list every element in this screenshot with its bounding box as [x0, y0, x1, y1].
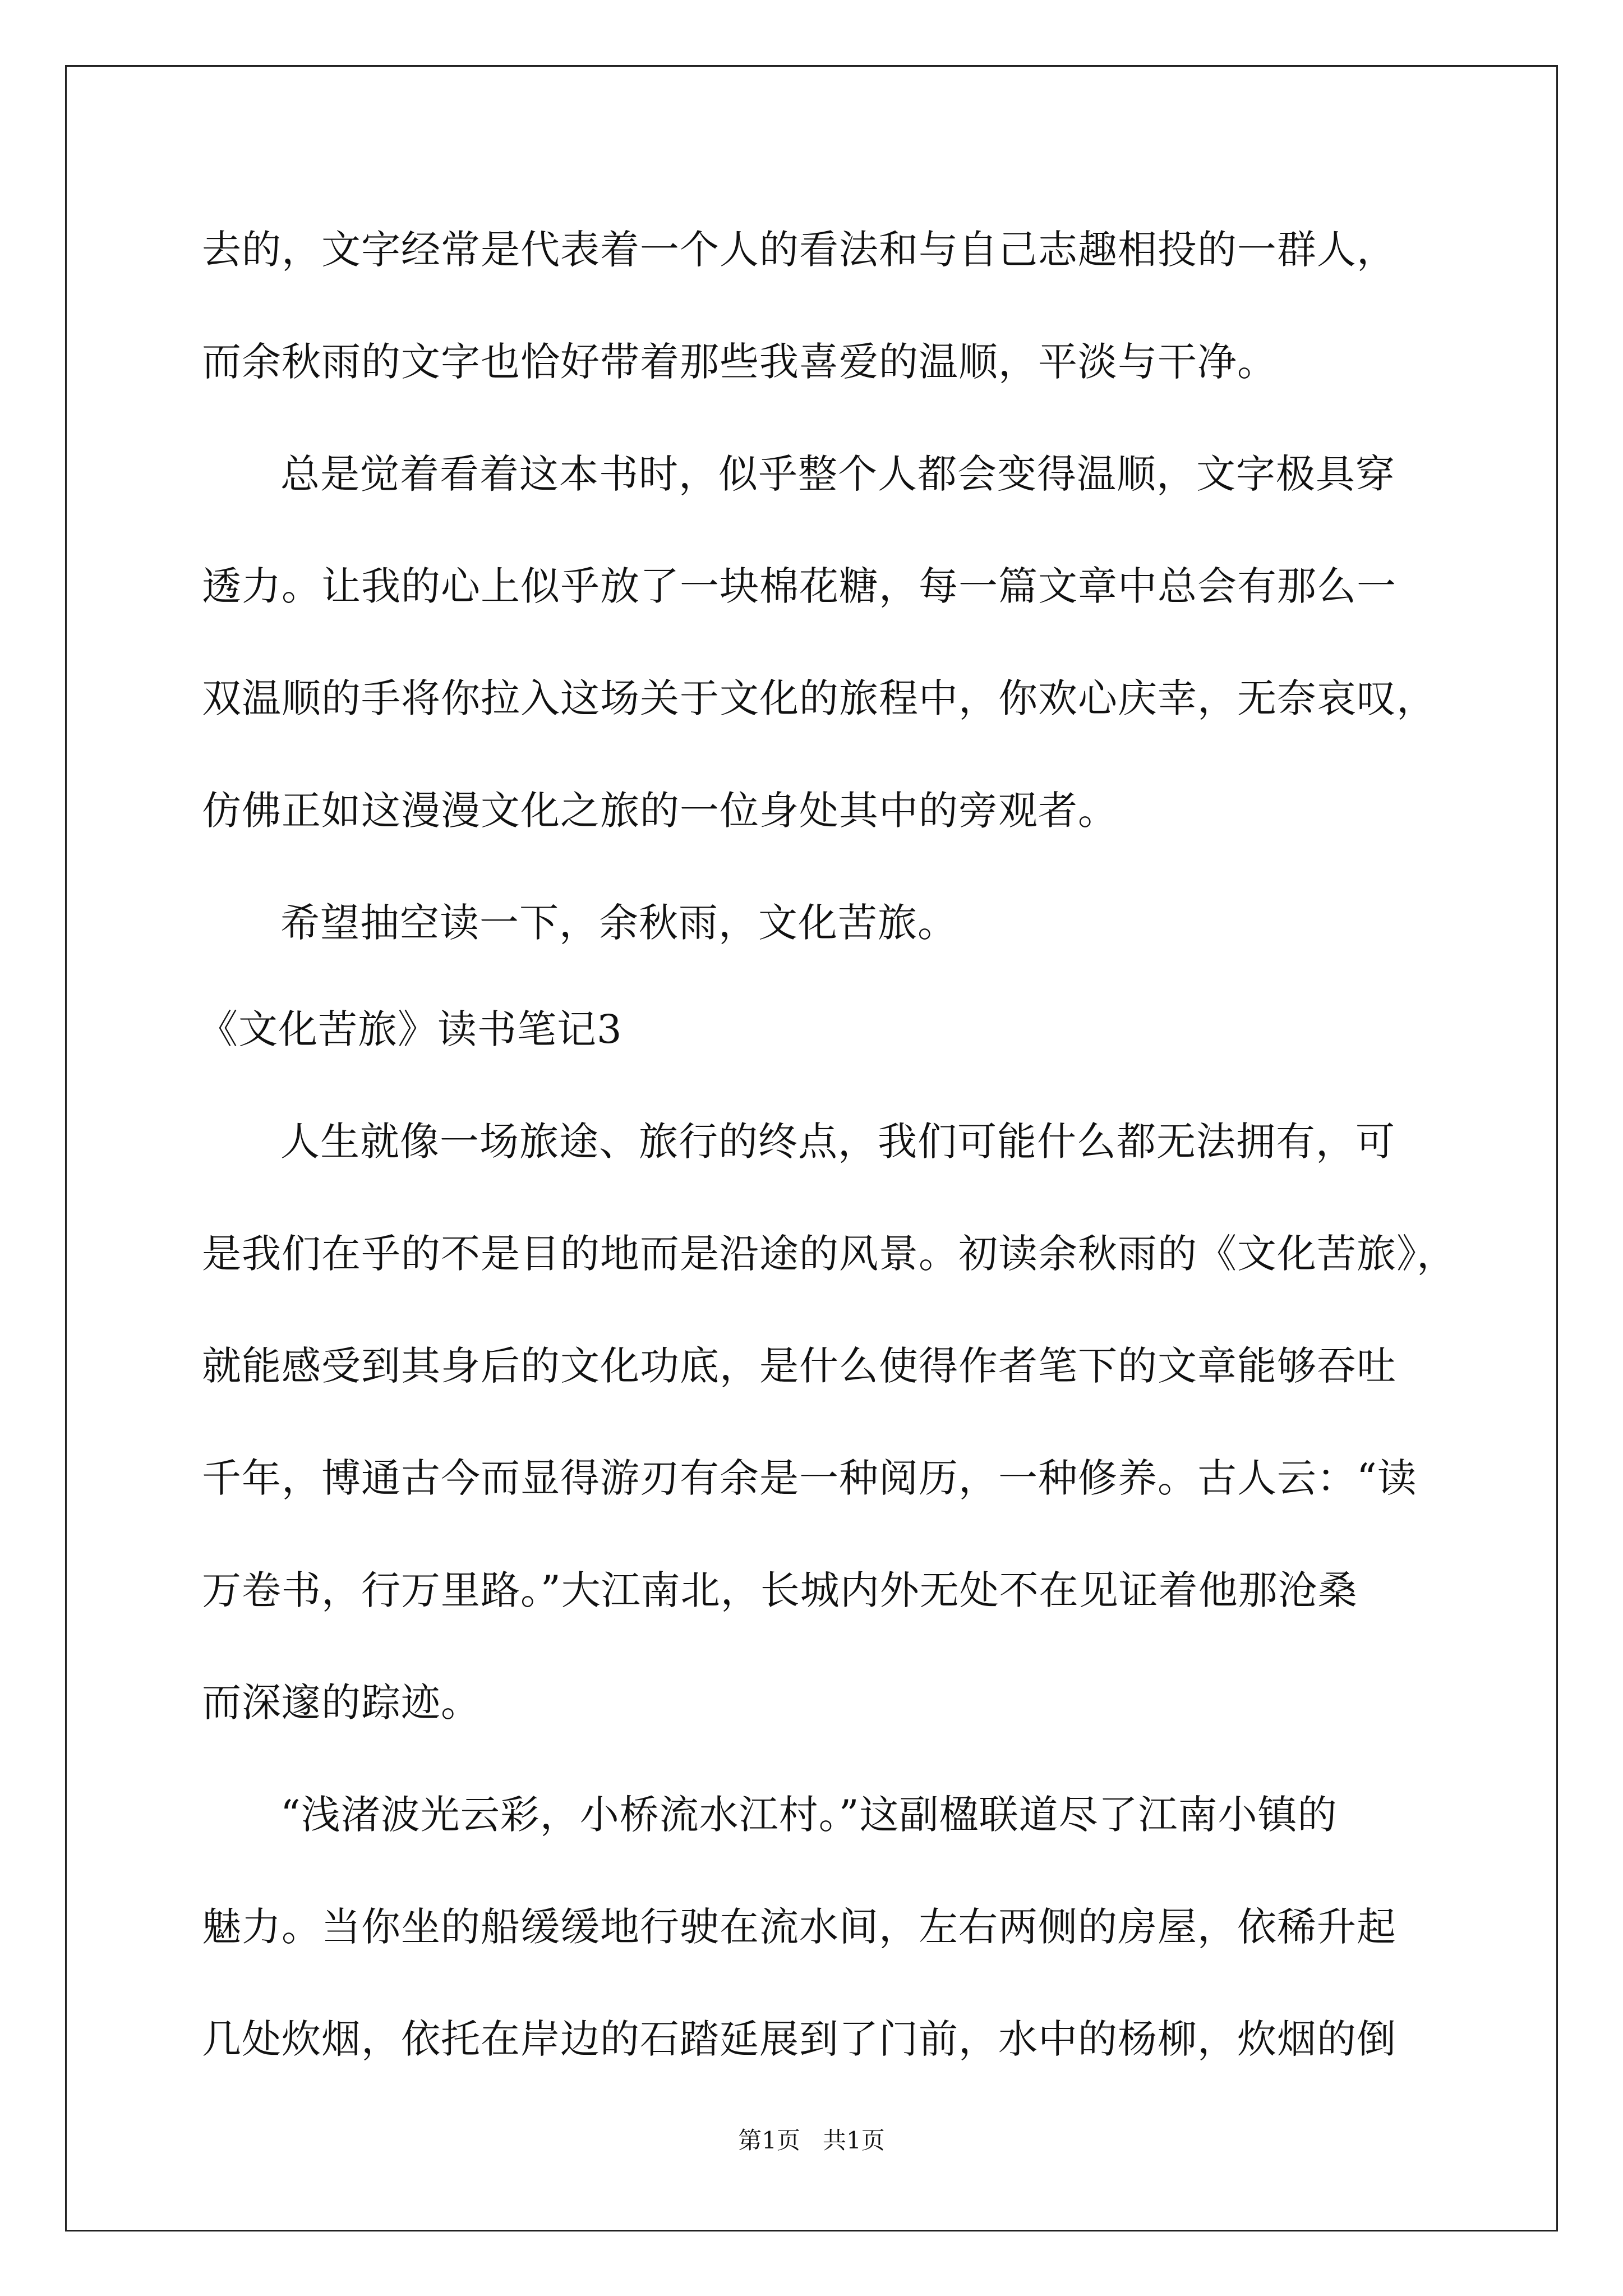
paragraph-1-line-1: 去的，文字经常是代表着一个人的看法和与自己志趣相投的一群人，	[202, 227, 1396, 273]
paragraph-5-line-3: 几处炊烟，依托在岸边的石踏延展到了门前，水中的杨柳，炊烟的倒	[202, 2016, 1396, 2062]
paragraph-4-line-6: 而深邃的踪迹。	[202, 1680, 481, 1726]
paragraph-5-line-1: “浅渚波光云彩，小桥流水江村。”这副楹联道尽了江南小镇的	[280, 1792, 1338, 1838]
section-heading: 《文化苦旅》读书笔记3	[199, 1006, 623, 1052]
page-number-footer: 第1页 共1页	[738, 2127, 885, 2154]
paragraph-2-line-2: 透力。让我的心上似乎放了一块棉花糖，每一篇文章中总会有那么一	[202, 563, 1396, 609]
paragraph-2-line-1: 总是觉着看着这本书时，似乎整个人都会变得温顺，文字极具穿	[280, 451, 1395, 497]
paragraph-1-line-2: 而余秋雨的文字也恰好带着那些我喜爱的温顺，平淡与干净。	[202, 339, 1277, 385]
paragraph-4-line-2: 是我们在乎的不是目的地而是沿途的风景。初读余秋雨的《文化苦旅》，	[202, 1231, 1456, 1277]
paragraph-2-line-4: 仿佛正如这漫漫文化之旅的一位身处其中的旁观者。	[202, 788, 1118, 834]
paragraph-2-line-3: 双温顺的手将你拉入这场关于文化的旅程中，你欢心庆幸，无奈哀叹，	[202, 675, 1436, 721]
paragraph-4-line-5: 万卷书，行万里路。”大江南北，长城内外无处不在见证着他那沧桑	[202, 1567, 1358, 1613]
paragraph-4-line-3: 就能感受到其身后的文化功底，是什么使得作者笔下的文章能够吞吐	[202, 1343, 1396, 1389]
paragraph-3-line-1: 希望抽空读一下，余秋雨，文化苦旅。	[280, 900, 957, 946]
paragraph-4-line-4: 千年，博通古今而显得游刃有余是一种阅历，一种修养。古人云：“读	[202, 1455, 1417, 1501]
paragraph-5-line-2: 魅力。当你坐的船缓缓地行驶在流水间，左右两侧的房屋，依稀升起	[202, 1904, 1396, 1950]
paragraph-4-line-1: 人生就像一场旅途、旅行的终点，我们可能什么都无法拥有，可	[280, 1119, 1395, 1165]
